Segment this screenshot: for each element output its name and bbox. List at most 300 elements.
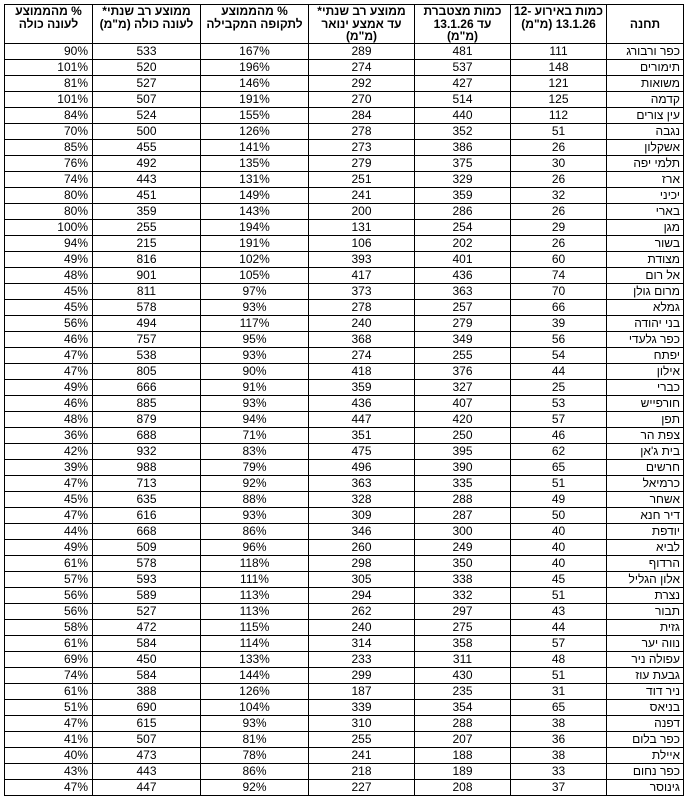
pct-period-cell: 114% <box>201 635 309 651</box>
avg-to-date-cell: 106 <box>309 235 415 251</box>
event-amount-cell: 50 <box>511 507 607 523</box>
avg-to-date-cell: 187 <box>309 683 415 699</box>
event-amount-cell: 26 <box>511 171 607 187</box>
station-cell: מגן <box>607 219 684 235</box>
station-cell: נווה יער <box>607 635 684 651</box>
avg-to-date-cell: 240 <box>309 315 415 331</box>
station-cell: בשור <box>607 235 684 251</box>
station-cell: צפת הר <box>607 427 684 443</box>
event-amount-cell: 70 <box>511 283 607 299</box>
avg-season-cell: 455 <box>93 139 201 155</box>
pct-season-cell: 44% <box>5 523 93 539</box>
table-row <box>5 171 684 187</box>
table-row <box>5 107 684 123</box>
pct-period-cell: 91% <box>201 379 309 395</box>
pct-season-cell: 101% <box>5 91 93 107</box>
station-cell: חרשים <box>607 459 684 475</box>
pct-period-cell: 88% <box>201 491 309 507</box>
avg-to-date-cell: 447 <box>309 411 415 427</box>
pct-period-cell: 86% <box>201 523 309 539</box>
avg-to-date-cell: 241 <box>309 187 415 203</box>
station-cell: כפר ורבורג <box>607 43 684 59</box>
pct-period-cell: 141% <box>201 139 309 155</box>
station-cell: אשקלון <box>607 139 684 155</box>
event-amount-cell: 49 <box>511 491 607 507</box>
avg-to-date-cell: 274 <box>309 59 415 75</box>
event-amount-cell: 54 <box>511 347 607 363</box>
table-row <box>5 539 684 555</box>
pct-season-cell: 56% <box>5 587 93 603</box>
avg-season-cell: 520 <box>93 59 201 75</box>
cumulative-amount-cell: 208 <box>415 779 511 795</box>
avg-to-date-cell: 359 <box>309 379 415 395</box>
header-row <box>5 5 684 44</box>
cumulative-amount-cell: 359 <box>415 187 511 203</box>
avg-season-cell: 473 <box>93 747 201 763</box>
table-row <box>5 395 684 411</box>
pct-season-cell: 101% <box>5 59 93 75</box>
avg-to-date-cell: 270 <box>309 91 415 107</box>
cumulative-amount-cell: 235 <box>415 683 511 699</box>
station-cell: אילון <box>607 363 684 379</box>
table-row <box>5 315 684 331</box>
station-cell: גבעת עוז <box>607 667 684 683</box>
pct-period-cell: 126% <box>201 123 309 139</box>
header-multiyear-avg-season: ממוצע רב שנתי* לעונה כולה (מ"מ) <box>93 5 201 44</box>
station-cell: תבור <box>607 603 684 619</box>
event-amount-cell: 39 <box>511 315 607 331</box>
avg-to-date-cell: 292 <box>309 75 415 91</box>
station-cell: כפר גלעדי <box>607 331 684 347</box>
avg-season-cell: 668 <box>93 523 201 539</box>
pct-season-cell: 42% <box>5 443 93 459</box>
event-amount-cell: 51 <box>511 123 607 139</box>
pct-period-cell: 86% <box>201 763 309 779</box>
avg-season-cell: 879 <box>93 411 201 427</box>
pct-period-cell: 93% <box>201 507 309 523</box>
table-row <box>5 235 684 251</box>
station-cell: מרום גולן <box>607 283 684 299</box>
avg-season-cell: 593 <box>93 571 201 587</box>
event-amount-cell: 43 <box>511 603 607 619</box>
avg-to-date-cell: 339 <box>309 699 415 715</box>
pct-season-cell: 36% <box>5 427 93 443</box>
station-cell: משואות <box>607 75 684 91</box>
table-row <box>5 219 684 235</box>
pct-period-cell: 95% <box>201 331 309 347</box>
cumulative-amount-cell: 255 <box>415 347 511 363</box>
pct-period-cell: 149% <box>201 187 309 203</box>
cumulative-amount-cell: 386 <box>415 139 511 155</box>
pct-season-cell: 49% <box>5 251 93 267</box>
table-row <box>5 523 684 539</box>
table-row <box>5 635 684 651</box>
cumulative-amount-cell: 354 <box>415 699 511 715</box>
station-cell: מצודת <box>607 251 684 267</box>
cumulative-amount-cell: 390 <box>415 459 511 475</box>
avg-to-date-cell: 279 <box>309 155 415 171</box>
header-cumulative-amount: כמות מצטברת עד 13.1.26 (מ"מ) <box>415 5 511 44</box>
cumulative-amount-cell: 249 <box>415 539 511 555</box>
cumulative-amount-cell: 189 <box>415 763 511 779</box>
avg-season-cell: 509 <box>93 539 201 555</box>
avg-to-date-cell: 393 <box>309 251 415 267</box>
pct-period-cell: 115% <box>201 619 309 635</box>
cumulative-amount-cell: 401 <box>415 251 511 267</box>
table-row <box>5 491 684 507</box>
event-amount-cell: 46 <box>511 427 607 443</box>
event-amount-cell: 44 <box>511 363 607 379</box>
event-amount-cell: 51 <box>511 475 607 491</box>
pct-season-cell: 51% <box>5 699 93 715</box>
header-pct-of-period-avg: % מהממוצע לתקופה המקבילה <box>201 5 309 44</box>
avg-season-cell: 527 <box>93 603 201 619</box>
pct-period-cell: 93% <box>201 347 309 363</box>
pct-season-cell: 61% <box>5 555 93 571</box>
cumulative-amount-cell: 335 <box>415 475 511 491</box>
pct-season-cell: 57% <box>5 571 93 587</box>
avg-to-date-cell: 255 <box>309 731 415 747</box>
pct-period-cell: 118% <box>201 555 309 571</box>
cumulative-amount-cell: 427 <box>415 75 511 91</box>
station-cell: דיר חנא <box>607 507 684 523</box>
avg-season-cell: 494 <box>93 315 201 331</box>
avg-to-date-cell: 260 <box>309 539 415 555</box>
table-row <box>5 731 684 747</box>
avg-season-cell: 690 <box>93 699 201 715</box>
table-row <box>5 43 684 59</box>
table-row <box>5 443 684 459</box>
table-row <box>5 379 684 395</box>
pct-season-cell: 46% <box>5 331 93 347</box>
cumulative-amount-cell: 440 <box>415 107 511 123</box>
table-row <box>5 75 684 91</box>
station-cell: גמלא <box>607 299 684 315</box>
header-station: תחנה <box>607 5 684 44</box>
pct-period-cell: 97% <box>201 283 309 299</box>
cumulative-amount-cell: 375 <box>415 155 511 171</box>
avg-season-cell: 805 <box>93 363 201 379</box>
station-cell: יפתח <box>607 347 684 363</box>
table-row <box>5 283 684 299</box>
avg-to-date-cell: 298 <box>309 555 415 571</box>
table-row <box>5 555 684 571</box>
avg-to-date-cell: 274 <box>309 347 415 363</box>
avg-season-cell: 533 <box>93 43 201 59</box>
pct-season-cell: 81% <box>5 75 93 91</box>
avg-season-cell: 443 <box>93 171 201 187</box>
event-amount-cell: 26 <box>511 235 607 251</box>
cumulative-amount-cell: 279 <box>415 315 511 331</box>
avg-season-cell: 443 <box>93 763 201 779</box>
table-row <box>5 139 684 155</box>
cumulative-amount-cell: 300 <box>415 523 511 539</box>
avg-season-cell: 584 <box>93 667 201 683</box>
cumulative-amount-cell: 338 <box>415 571 511 587</box>
pct-season-cell: 45% <box>5 491 93 507</box>
station-cell: אל רום <box>607 267 684 283</box>
pct-period-cell: 79% <box>201 459 309 475</box>
station-cell: תימורים <box>607 59 684 75</box>
avg-season-cell: 215 <box>93 235 201 251</box>
table-row <box>5 59 684 75</box>
pct-season-cell: 49% <box>5 539 93 555</box>
table-row <box>5 363 684 379</box>
event-amount-cell: 57 <box>511 411 607 427</box>
cumulative-amount-cell: 288 <box>415 715 511 731</box>
avg-season-cell: 757 <box>93 331 201 347</box>
station-cell: ארז <box>607 171 684 187</box>
cumulative-amount-cell: 288 <box>415 491 511 507</box>
station-cell: תלמי יפה <box>607 155 684 171</box>
table-row <box>5 667 684 683</box>
pct-period-cell: 196% <box>201 59 309 75</box>
avg-season-cell: 472 <box>93 619 201 635</box>
pct-period-cell: 78% <box>201 747 309 763</box>
avg-season-cell: 578 <box>93 555 201 571</box>
pct-period-cell: 83% <box>201 443 309 459</box>
event-amount-cell: 45 <box>511 571 607 587</box>
avg-to-date-cell: 273 <box>309 139 415 155</box>
pct-season-cell: 69% <box>5 651 93 667</box>
table-body <box>5 43 684 795</box>
event-amount-cell: 53 <box>511 395 607 411</box>
table-row <box>5 475 684 491</box>
event-amount-cell: 121 <box>511 75 607 91</box>
rainfall-table <box>4 4 684 796</box>
station-cell: אלון הגליל <box>607 571 684 587</box>
pct-season-cell: 49% <box>5 379 93 395</box>
cumulative-amount-cell: 327 <box>415 379 511 395</box>
event-amount-cell: 37 <box>511 779 607 795</box>
avg-season-cell: 451 <box>93 187 201 203</box>
station-cell: יכיני <box>607 187 684 203</box>
pct-season-cell: 43% <box>5 763 93 779</box>
station-cell: יודפת <box>607 523 684 539</box>
header-event-amount: כמות באירוע 12-13.1.26 (מ"מ) <box>511 5 607 44</box>
avg-to-date-cell: 233 <box>309 651 415 667</box>
cumulative-amount-cell: 329 <box>415 171 511 187</box>
event-amount-cell: 38 <box>511 715 607 731</box>
table-row <box>5 411 684 427</box>
event-amount-cell: 56 <box>511 331 607 347</box>
pct-period-cell: 126% <box>201 683 309 699</box>
cumulative-amount-cell: 287 <box>415 507 511 523</box>
pct-season-cell: 47% <box>5 363 93 379</box>
pct-season-cell: 56% <box>5 603 93 619</box>
pct-period-cell: 81% <box>201 731 309 747</box>
avg-to-date-cell: 346 <box>309 523 415 539</box>
pct-season-cell: 48% <box>5 411 93 427</box>
event-amount-cell: 26 <box>511 139 607 155</box>
event-amount-cell: 62 <box>511 443 607 459</box>
table-row <box>5 747 684 763</box>
table-row <box>5 779 684 795</box>
avg-to-date-cell: 351 <box>309 427 415 443</box>
station-cell: כפר נחום <box>607 763 684 779</box>
avg-season-cell: 811 <box>93 283 201 299</box>
station-cell: ניר דוד <box>607 683 684 699</box>
station-cell: נצרת <box>607 587 684 603</box>
event-amount-cell: 65 <box>511 459 607 475</box>
pct-season-cell: 85% <box>5 139 93 155</box>
station-cell: תפן <box>607 411 684 427</box>
station-cell: בית ג'אן <box>607 443 684 459</box>
station-cell: כפר בלום <box>607 731 684 747</box>
cumulative-amount-cell: 311 <box>415 651 511 667</box>
avg-to-date-cell: 227 <box>309 779 415 795</box>
avg-to-date-cell: 496 <box>309 459 415 475</box>
table-row <box>5 155 684 171</box>
pct-season-cell: 46% <box>5 395 93 411</box>
pct-period-cell: 113% <box>201 587 309 603</box>
pct-period-cell: 113% <box>201 603 309 619</box>
avg-to-date-cell: 289 <box>309 43 415 59</box>
pct-period-cell: 167% <box>201 43 309 59</box>
avg-season-cell: 450 <box>93 651 201 667</box>
table-row <box>5 683 684 699</box>
avg-season-cell: 589 <box>93 587 201 603</box>
pct-season-cell: 45% <box>5 283 93 299</box>
avg-to-date-cell: 328 <box>309 491 415 507</box>
avg-season-cell: 255 <box>93 219 201 235</box>
event-amount-cell: 26 <box>511 203 607 219</box>
pct-season-cell: 47% <box>5 507 93 523</box>
pct-season-cell: 80% <box>5 187 93 203</box>
pct-period-cell: 194% <box>201 219 309 235</box>
station-cell: כרמיאל <box>607 475 684 491</box>
avg-to-date-cell: 436 <box>309 395 415 411</box>
avg-to-date-cell: 262 <box>309 603 415 619</box>
table-row <box>5 347 684 363</box>
avg-to-date-cell: 218 <box>309 763 415 779</box>
event-amount-cell: 40 <box>511 555 607 571</box>
table-row <box>5 619 684 635</box>
event-amount-cell: 29 <box>511 219 607 235</box>
pct-period-cell: 131% <box>201 171 309 187</box>
table-row <box>5 699 684 715</box>
pct-season-cell: 74% <box>5 667 93 683</box>
avg-to-date-cell: 251 <box>309 171 415 187</box>
pct-season-cell: 41% <box>5 731 93 747</box>
station-cell: בניאס <box>607 699 684 715</box>
table-row <box>5 331 684 347</box>
cumulative-amount-cell: 257 <box>415 299 511 315</box>
event-amount-cell: 38 <box>511 747 607 763</box>
table-row <box>5 203 684 219</box>
pct-season-cell: 56% <box>5 315 93 331</box>
table-row <box>5 763 684 779</box>
avg-to-date-cell: 417 <box>309 267 415 283</box>
station-cell: כברי <box>607 379 684 395</box>
pct-period-cell: 104% <box>201 699 309 715</box>
avg-season-cell: 507 <box>93 731 201 747</box>
station-cell: קדמה <box>607 91 684 107</box>
cumulative-amount-cell: 297 <box>415 603 511 619</box>
cumulative-amount-cell: 537 <box>415 59 511 75</box>
pct-season-cell: 100% <box>5 219 93 235</box>
avg-to-date-cell: 240 <box>309 619 415 635</box>
avg-season-cell: 666 <box>93 379 201 395</box>
avg-season-cell: 527 <box>93 75 201 91</box>
avg-season-cell: 885 <box>93 395 201 411</box>
pct-period-cell: 94% <box>201 411 309 427</box>
station-cell: גזית <box>607 619 684 635</box>
station-cell: גינוסר <box>607 779 684 795</box>
pct-season-cell: 61% <box>5 635 93 651</box>
avg-season-cell: 584 <box>93 635 201 651</box>
avg-to-date-cell: 314 <box>309 635 415 651</box>
event-amount-cell: 125 <box>511 91 607 107</box>
header-pct-of-season-avg: % מהממוצע לעונה כולה <box>5 5 93 44</box>
avg-to-date-cell: 363 <box>309 475 415 491</box>
pct-season-cell: 47% <box>5 475 93 491</box>
pct-season-cell: 90% <box>5 43 93 59</box>
station-cell: בארי <box>607 203 684 219</box>
cumulative-amount-cell: 376 <box>415 363 511 379</box>
avg-to-date-cell: 278 <box>309 299 415 315</box>
avg-season-cell: 578 <box>93 299 201 315</box>
pct-season-cell: 45% <box>5 299 93 315</box>
pct-period-cell: 93% <box>201 715 309 731</box>
pct-period-cell: 155% <box>201 107 309 123</box>
table-row <box>5 267 684 283</box>
table-row <box>5 651 684 667</box>
avg-season-cell: 492 <box>93 155 201 171</box>
event-amount-cell: 111 <box>511 43 607 59</box>
avg-to-date-cell: 131 <box>309 219 415 235</box>
station-cell: דפנה <box>607 715 684 731</box>
pct-period-cell: 92% <box>201 475 309 491</box>
cumulative-amount-cell: 514 <box>415 91 511 107</box>
pct-season-cell: 58% <box>5 619 93 635</box>
event-amount-cell: 44 <box>511 619 607 635</box>
avg-season-cell: 688 <box>93 427 201 443</box>
station-cell: לביא <box>607 539 684 555</box>
event-amount-cell: 74 <box>511 267 607 283</box>
avg-to-date-cell: 373 <box>309 283 415 299</box>
station-cell: בני יהודה <box>607 315 684 331</box>
table-row <box>5 507 684 523</box>
event-amount-cell: 60 <box>511 251 607 267</box>
avg-season-cell: 932 <box>93 443 201 459</box>
event-amount-cell: 57 <box>511 635 607 651</box>
pct-period-cell: 146% <box>201 75 309 91</box>
avg-season-cell: 901 <box>93 267 201 283</box>
table-row <box>5 187 684 203</box>
event-amount-cell: 48 <box>511 651 607 667</box>
event-amount-cell: 51 <box>511 587 607 603</box>
pct-period-cell: 191% <box>201 91 309 107</box>
cumulative-amount-cell: 407 <box>415 395 511 411</box>
avg-season-cell: 507 <box>93 91 201 107</box>
cumulative-amount-cell: 188 <box>415 747 511 763</box>
avg-to-date-cell: 418 <box>309 363 415 379</box>
cumulative-amount-cell: 207 <box>415 731 511 747</box>
avg-season-cell: 816 <box>93 251 201 267</box>
event-amount-cell: 33 <box>511 763 607 779</box>
event-amount-cell: 66 <box>511 299 607 315</box>
pct-season-cell: 94% <box>5 235 93 251</box>
pct-season-cell: 47% <box>5 779 93 795</box>
avg-to-date-cell: 305 <box>309 571 415 587</box>
cumulative-amount-cell: 254 <box>415 219 511 235</box>
avg-to-date-cell: 241 <box>309 747 415 763</box>
avg-season-cell: 388 <box>93 683 201 699</box>
avg-season-cell: 635 <box>93 491 201 507</box>
avg-season-cell: 359 <box>93 203 201 219</box>
pct-period-cell: 133% <box>201 651 309 667</box>
